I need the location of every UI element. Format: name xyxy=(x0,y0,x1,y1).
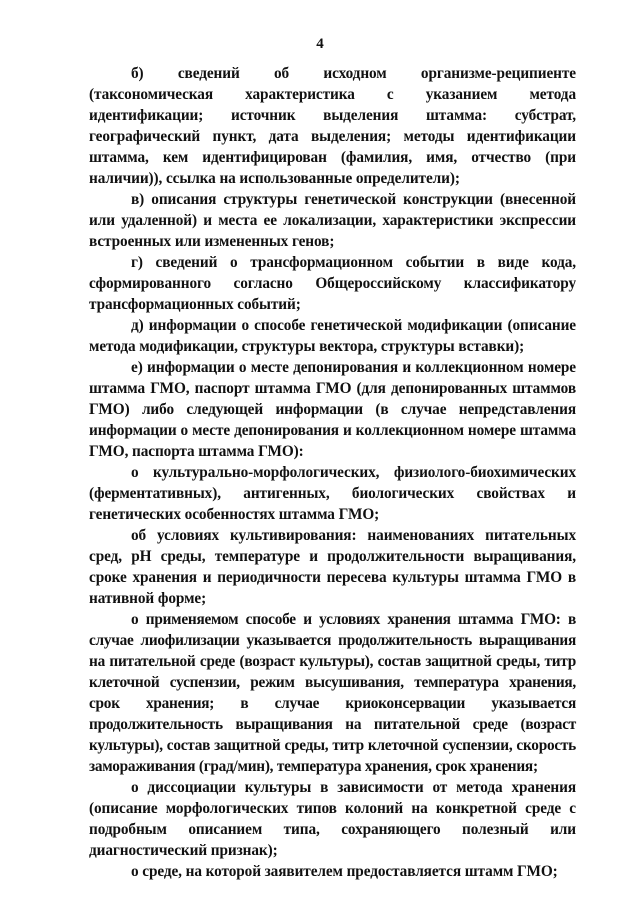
paragraph-cultural-morphological: о культурально-морфологических, физиолого-биохимических (ферментативных), антигенных, биологических свойствах и генетических особенностях штамма ГМО; xyxy=(89,464,576,523)
paragraph-culture-dissociation: о диссоциации культуры в зависимости от метода хранения (описание морфологических типов колоний на конкретной среде с подробным описанием типа, сохраняющего полезный или диагностический признак); xyxy=(89,779,576,859)
paragraph-g: г) сведений о трансформационном событии в виде кода, сформированного согласно Общероссийскому классификатору трансформационных событий; xyxy=(89,254,576,313)
paragraph-e: е) информации о месте депонирования и коллекционном номере штамма ГМО, паспорт штамма ГМО (для депонированных штаммов ГМО) либо следующей информации (в случае непредставления информации о месте депонирования и коллекционном номере штамма ГМО, паспорта штамма ГМО): xyxy=(89,359,576,460)
page-number: 4 xyxy=(316,36,324,52)
paragraph-cultivation-conditions: об условиях культивирования: наименованиях питательных сред, pH среды, температуре и продолжительности выращивания, сроке хранения и периодичности пересева культуры штамма ГМО в нативной форме; xyxy=(89,527,576,607)
document-body xyxy=(89,63,576,882)
paragraph-v: в) описания структуры генетической конструкции (внесенной или удаленной) и места ее локализации, характеристики экспрессии встроенных или измененных генов; xyxy=(89,191,576,250)
paragraph-applicant-medium: о среде, на которой заявителем предоставляется штамм ГМО; xyxy=(131,863,558,880)
paragraph-d: д) информации о способе генетической модификации (описание метода модификации, структуры вектора, структуры вставки); xyxy=(89,317,576,355)
paragraph-storage-method: о применяемом способе и условиях хранения штамма ГМО: в случае лиофилизации указывается продолжительность выращивания на питательной среде (возраст культуры), состав защитной среды, титр клеточной суспензии, режим высушивания, температура хранения, срок хранения; в случае криоконсервации указывается продолжительность выращивания на питательной среде (возраст культуры), состав защитной среды, титр клеточной суспензии, скорость замораживания (град/мин), температура хранения, срок хранения; xyxy=(89,611,576,775)
paragraph-b: б) сведений об исходном организме-реципиенте (таксономическая характеристика с указанием метода идентификации; источник выделения штамма: субстрат, географический пункт, дата выделения; методы идентификации штамма, кем идентифицирован (фамилия, имя, отчество (при наличии)), ссылка на использованные определители); xyxy=(89,65,576,187)
